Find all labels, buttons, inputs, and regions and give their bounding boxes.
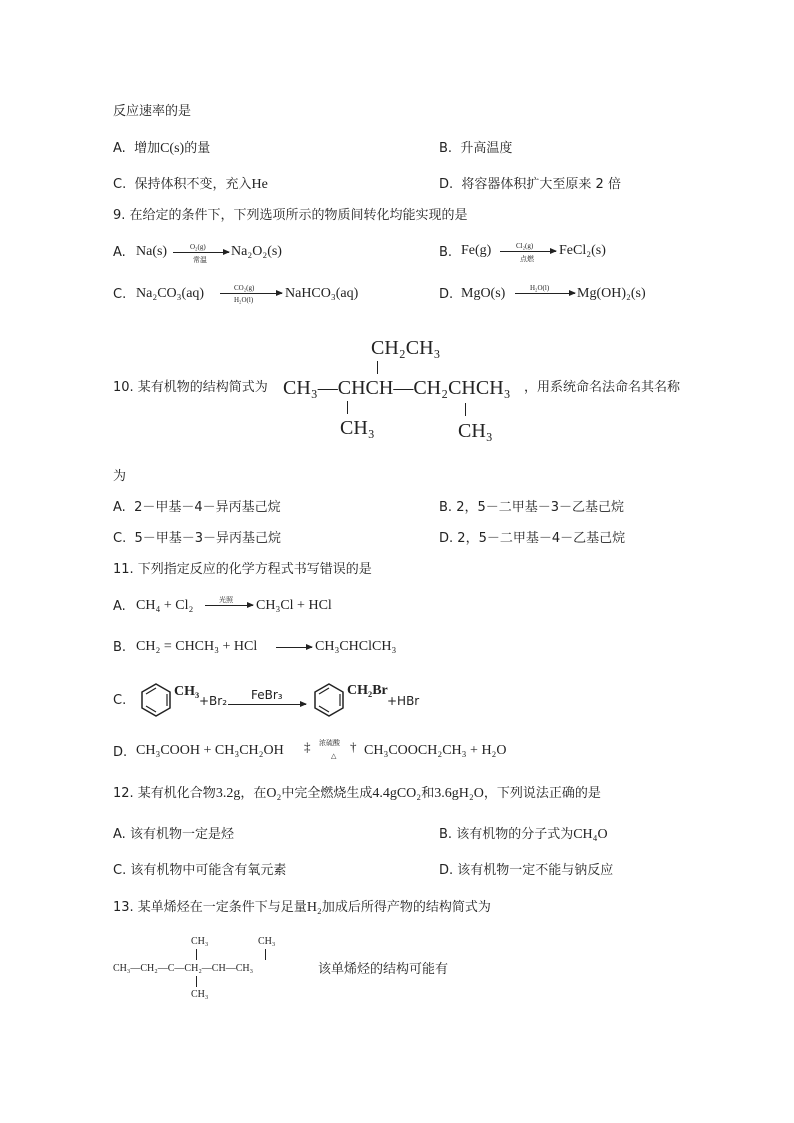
option-letter: D. [439,287,454,302]
option-text: 升高温度 [460,141,513,156]
intro-text: 反应速率的是 [113,104,192,119]
option-letter: D. [439,177,454,192]
option-letter: A. [113,500,126,515]
benzene-ring-icon [138,682,174,718]
structure-main-chain: CH₃—CH₂—C—CH₂—CH—CH₃ [113,963,254,974]
q12-option-c[interactable] [113,863,286,879]
reaction-arrow [228,704,306,705]
arrow-condition-over: 光照 [219,596,233,604]
formula: 3.6gH₂O [434,786,484,801]
structure-main-chain: CH₃—CHCH—CH₂CHCH₃ [283,377,511,399]
structure-branch: CH₃ [458,420,493,442]
option-letter: C. [113,693,127,708]
formula: 4.4gCO₂ [372,786,422,801]
reactants: CH₂ = CHCH₃ + HCl [136,639,258,654]
option-letter: A. [113,827,126,842]
q10-stem-end: 为 [113,469,127,484]
reactant: Fe(g) [461,243,492,258]
stem-text: ，在 [240,786,267,801]
arrow-condition-over: 浓硫酸 [319,739,340,747]
benzene-ring-icon [311,682,347,718]
structure-branch: CH₃ [340,417,375,439]
product: Na₂O₂(s) [231,244,282,259]
q12-option-b[interactable] [439,827,608,843]
reactants: CH₄ + Cl₂ [136,598,194,613]
reactants: CH₃COOH + CH₃CH₂OH [136,743,284,758]
q12-option-d[interactable] [439,863,613,879]
option-letter: D. [439,531,454,546]
option-suffix: 的量 [184,141,211,156]
reaction-arrow [220,293,282,294]
option-letter: C. [113,287,127,302]
option-text: 增加 [134,141,161,156]
q13-tail-text: 该单烯烃的结构可能有 [318,962,449,977]
option-text: 2，5－二甲基－3－乙基己烷 [456,500,625,515]
product: NaHCO₃(aq) [285,286,359,301]
structure-branch: CH₃ [191,989,209,1000]
structure-branch: CH₃ [191,936,209,947]
bond-line [377,361,378,374]
option-text: 该有机物一定不能与钠反应 [457,863,614,878]
q12-option-a[interactable] [113,827,234,843]
stem-text: ，下列说法正确的是 [483,786,601,801]
bond-line [196,949,197,960]
formula: He [251,177,268,192]
structure-branch: CH₃ [258,936,276,947]
bond-line [265,949,266,960]
q8-option-c[interactable] [113,177,268,193]
q11-stem: 11. 下列指定反应的化学方程式书写错误的是 [113,562,372,577]
reaction-arrow [515,293,575,294]
arrow-condition-under: 常温 [193,256,207,264]
option-text: 该有机物的分子式为 [456,827,574,842]
reactant: Na₂CO₃(aq) [136,286,205,301]
q10-option-a[interactable] [113,500,281,516]
formula: O₂ [266,786,282,801]
reversible-arrow-left: ‡ [304,739,311,754]
reactant: MgO(s) [461,286,506,301]
option-text: 2－甲基－4－异丙基己烷 [134,500,281,515]
bond-line [347,401,348,414]
substituent: CH₃ [174,684,200,699]
formula: H₂ [306,900,322,915]
option-letter: C. [113,177,127,192]
reactant: Na(s) [136,244,168,259]
reaction-arrow [276,647,312,648]
option-letter: A. [113,599,126,614]
option-text: 将容器体积扩大至原来 2 倍 [461,177,621,192]
q10-stem-suffix: ，用系统命名法命名其名称 [524,380,681,395]
q8-option-a[interactable] [113,141,210,157]
reagent: +Br₂ [199,694,228,708]
option-letter: B. [439,500,453,515]
bond-line [465,403,466,416]
q8-option-b[interactable] [439,141,512,157]
option-text: 该有机物一定是烃 [129,827,234,842]
formula: C(s) [160,141,185,156]
formula: 3.2g [215,786,241,801]
bond-line [196,976,197,987]
option-text: 2，5－二甲基－4－乙基己烷 [457,531,626,546]
arrow-condition-over: O₂(g) [190,243,206,251]
stem-text: 中完全燃烧生成 [281,786,373,801]
arrow-condition-over: H₂O(l) [530,284,550,292]
product: Mg(OH)₂(s) [577,286,646,301]
arrow-condition-over: CO₂(g) [234,284,255,292]
reaction-arrow [205,605,253,606]
q12-stem [113,786,601,802]
option-letter: C. [113,863,127,878]
option-text: 保持体积不变，充入 [134,177,252,192]
arrow-condition-under: 点燃 [520,255,534,263]
product: +HBr [387,694,420,708]
option-text: 5－甲基－3－异丙基己烷 [134,531,282,546]
option-letter: B. [439,827,453,842]
reversible-arrow-right: † [350,739,357,754]
product: FeCl₂(s) [559,243,606,258]
products: CH₃CHClCH₃ [315,639,397,654]
option-letter: C. [113,531,127,546]
option-text: 该有机物中可能含有氧元素 [130,863,287,878]
arrow-condition-over: Cl₂(g) [516,242,534,250]
option-letter: D. [113,745,128,760]
products: CH₃Cl + HCl [256,598,332,613]
products: CH₃COOCH₂CH₃ + H₂O [364,743,507,758]
arrow-condition-over: FeBr₃ [251,688,283,702]
q10-option-b[interactable] [439,500,624,516]
stem-text: 和 [421,786,435,801]
stem-text: 13. 某单烯烃在一定条件下与足量 [113,900,307,915]
option-letter: B. [439,141,453,156]
reaction-arrow [173,252,229,253]
formula: CH₄O [573,827,608,842]
option-letter: A. [113,245,126,260]
stem-text: 加成后所得产物的结构简式为 [321,900,491,915]
reaction-arrow [500,251,556,252]
q10-option-c[interactable] [113,531,281,547]
stem-text: 12. 某有机化合物 [113,786,216,801]
option-letter: B. [439,245,453,260]
option-letter: A. [113,141,126,156]
structure-top-group: CH₂CH₃ [371,337,441,359]
arrow-condition-under: △ [331,752,337,760]
substituent: CH₂Br [347,683,388,698]
option-letter: B. [113,640,127,655]
q9-stem: 9. 在给定的条件下，下列选项所示的物质间转化均能实现的是 [113,208,468,223]
option-letter: D. [439,863,454,878]
arrow-condition-under: H₂O(l) [234,296,254,304]
q10-stem-prefix: 10. 某有机物的结构简式为 [113,380,268,395]
q8-option-d[interactable] [439,177,621,193]
q13-stem [113,900,491,916]
q10-option-d[interactable] [439,531,625,547]
